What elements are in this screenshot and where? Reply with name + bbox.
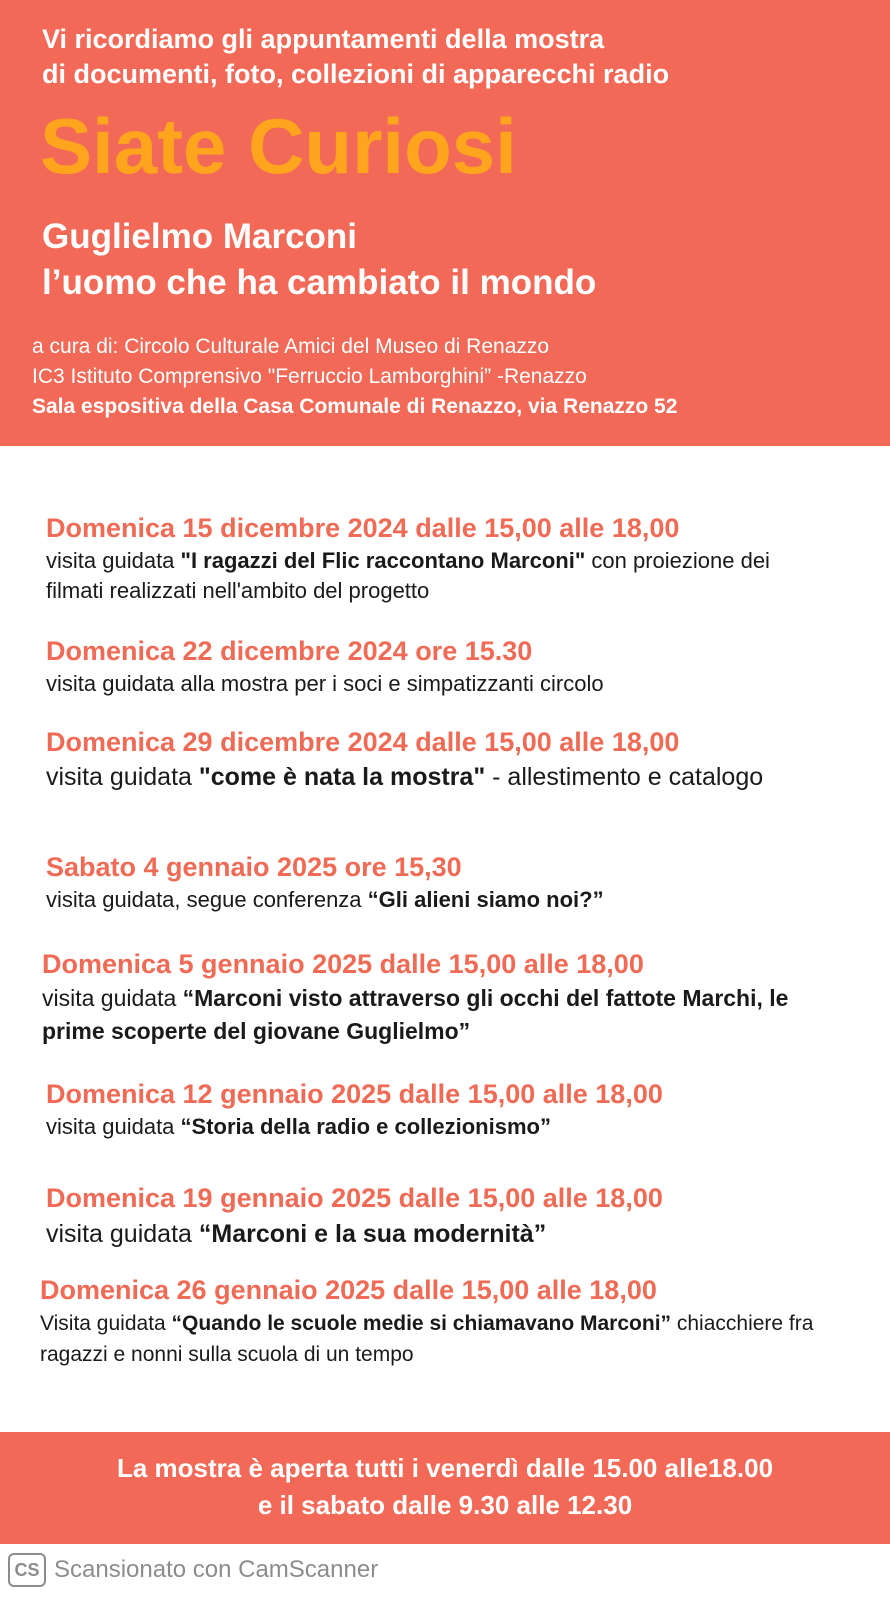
event-text: visita guidata (46, 548, 181, 573)
event-date: Sabato 4 gennaio 2025 ore 15,30 (46, 852, 462, 882)
event-title: “Storia della radio e collezionismo” (180, 1114, 551, 1139)
event-date: Domenica 19 gennaio 2025 dalle 15,00 alle 18,00 (46, 1183, 663, 1213)
event-title: "I ragazzi del Flic raccontano Marconi" (180, 548, 586, 573)
event-description (46, 546, 806, 606)
event-description (46, 1216, 886, 1252)
event-item (46, 1076, 886, 1142)
intro-text (42, 22, 669, 92)
event-text: visita guidata (46, 1114, 181, 1139)
event-text: Visita guidata (40, 1312, 172, 1335)
event-title: "come è nata la mostra" (198, 763, 486, 791)
event-date: Domenica 26 gennaio 2025 dalle 15,00 alle 18,00 (40, 1275, 657, 1305)
page-title: Siate Curiosi (40, 102, 517, 190)
event-text: visita guidata (42, 985, 183, 1011)
event-text-after: - allestimento e catalogo (485, 763, 764, 791)
opening-hours-line-2: e il sabato dalle 9.30 alle 12.30 (257, 1490, 633, 1520)
event-item (40, 1272, 880, 1370)
event-description (46, 760, 806, 794)
event-title: “Marconi e la sua modernità” (198, 1220, 547, 1248)
event-description (46, 885, 886, 915)
event-title: “Gli alieni siamo noi?” (367, 887, 604, 912)
event-title: “Quando le scuole medie si chiamavano Marconi” (171, 1312, 672, 1335)
opening-hours-line-1: La mostra è aperta tutti i venerdì dalle 15.00 alle18.00 (116, 1453, 774, 1483)
event-date: Domenica 29 dicembre 2024 dalle 15,00 alle 18,00 (46, 727, 680, 757)
event-item (46, 1180, 886, 1252)
event-date: Domenica 5 gennaio 2025 dalle 15,00 alle 18,00 (42, 949, 644, 979)
credits (32, 332, 677, 422)
event-title: “Marconi visto attraverso gli occhi del fattote Marchi, le prime scoperte del giovane Guglielmo” (42, 985, 789, 1044)
event-text-after: con proiezione dei filmati realizzati nell'ambito del progetto (46, 548, 770, 603)
event-text: visita guidata, segue conferenza (46, 887, 368, 912)
subtitle-line-1: Guglielmo Marconi (42, 217, 358, 256)
event-item (46, 633, 886, 699)
credit-line-1: a cura di: Circolo Culturale Amici del Museo di Renazzo (32, 335, 550, 358)
venue-line: Sala espositiva della Casa Comunale di Renazzo, via Renazzo 52 (32, 395, 678, 418)
subtitle (42, 214, 596, 306)
camscanner-text: Scansionato con CamScanner (54, 1556, 379, 1583)
event-text-after: chiacchiere fra ragazzi e nonni sulla scuola di un tempo (40, 1312, 814, 1366)
opening-hours-banner (0, 1432, 890, 1544)
header-banner (0, 0, 890, 446)
event-description (42, 982, 822, 1048)
event-description (46, 669, 886, 699)
intro-line-2: di documenti, foto, collezioni di apparecchi radio (42, 59, 670, 89)
event-date: Domenica 12 gennaio 2025 dalle 15,00 alle 18,00 (46, 1079, 663, 1109)
credit-line-2: IC3 Istituto Comprensivo "Ferruccio Lamborghini” -Renazzo (32, 365, 587, 388)
event-item (46, 849, 886, 915)
event-date: Domenica 15 dicembre 2024 dalle 15,00 alle 18,00 (46, 513, 680, 543)
event-text: visita guidata alla mostra per i soci e simpatizzanti circolo (46, 671, 604, 696)
event-item (46, 724, 886, 794)
event-item (46, 510, 886, 606)
event-item (42, 946, 882, 1048)
camscanner-watermark (8, 1552, 378, 1588)
intro-line-1: Vi ricordiamo gli appuntamenti della mostra (42, 24, 605, 54)
event-text: visita guidata (46, 1220, 199, 1248)
event-text: visita guidata (46, 763, 199, 791)
camscanner-logo-icon: CS (8, 1553, 46, 1587)
subtitle-line-2: l’uomo che ha cambiato il mondo (42, 263, 597, 302)
event-description (40, 1308, 870, 1370)
event-description (46, 1112, 886, 1142)
event-date: Domenica 22 dicembre 2024 ore 15.30 (46, 636, 533, 666)
